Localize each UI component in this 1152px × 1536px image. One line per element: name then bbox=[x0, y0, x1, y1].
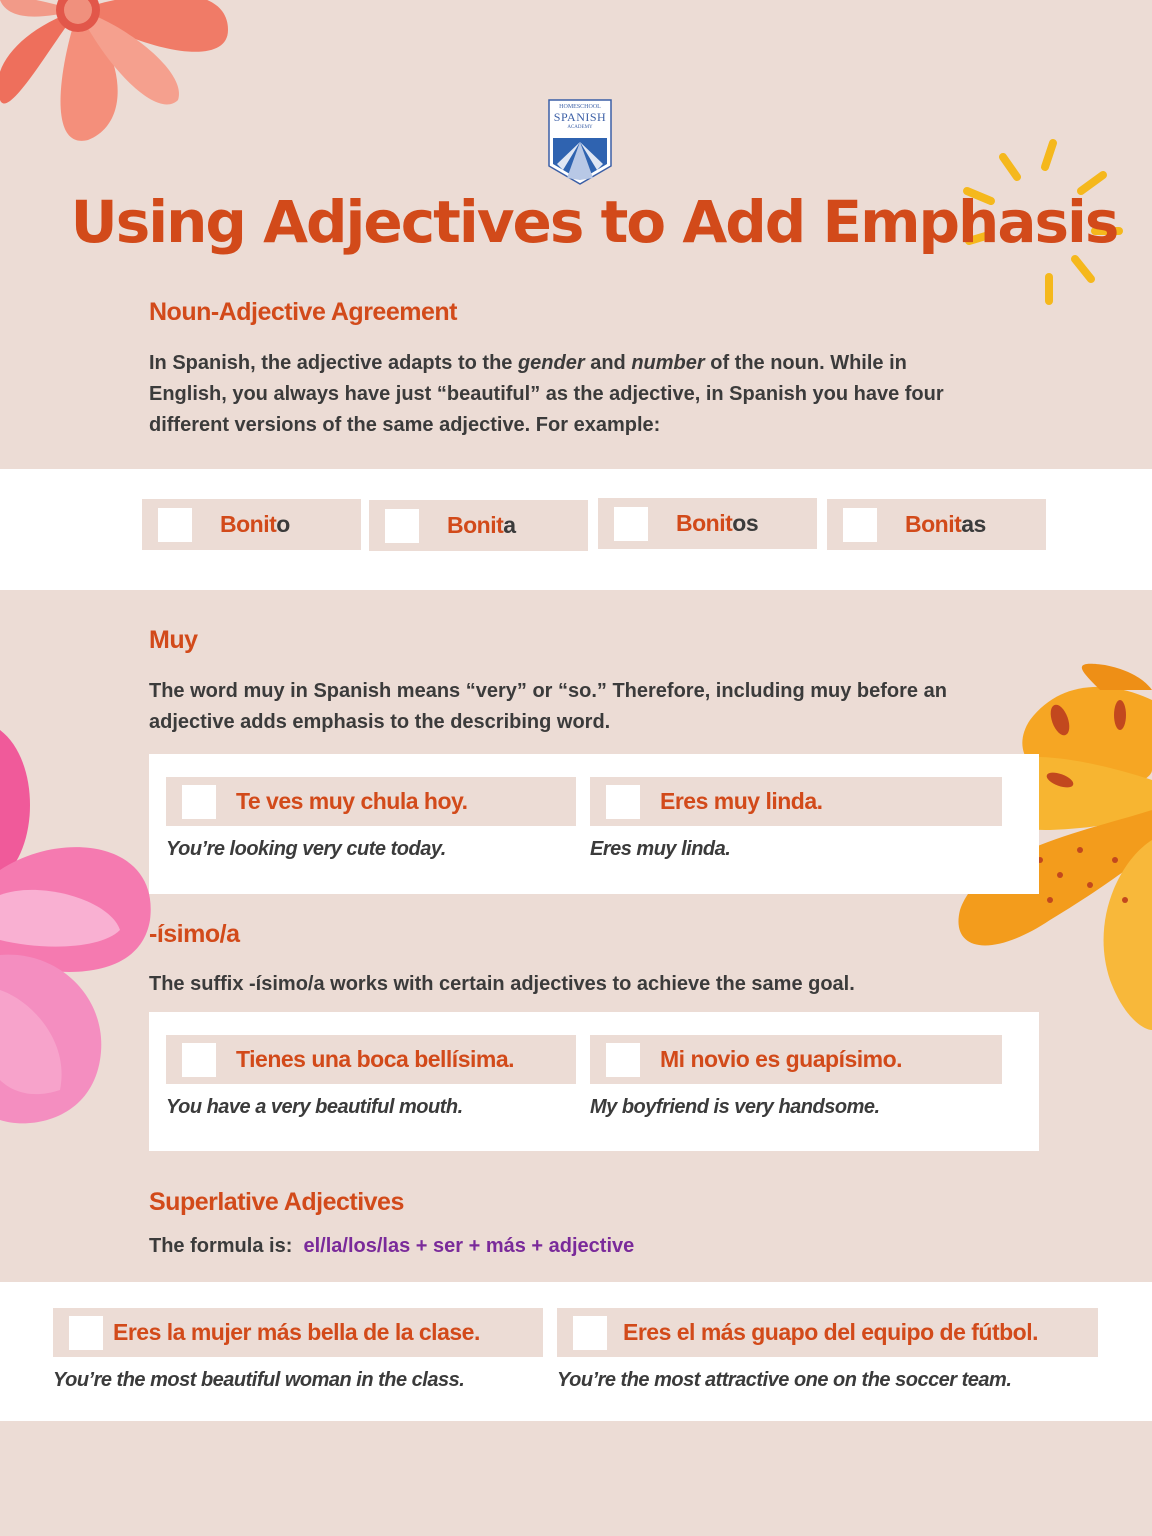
emphasis-text: number bbox=[631, 352, 705, 374]
paragraph-text: and bbox=[584, 352, 632, 374]
adjective-stem: Bonit bbox=[676, 510, 733, 536]
example-translation: You have a very beautiful mouth. bbox=[166, 1096, 463, 1118]
example-chip bbox=[590, 777, 1002, 826]
adjective-stem: Bonit bbox=[447, 512, 504, 538]
example-spanish: Eres la mujer más bella de la clase. bbox=[113, 1319, 480, 1345]
academy-logo bbox=[547, 98, 613, 186]
adjective-ending: os bbox=[732, 510, 759, 536]
example-spanish: Te ves muy chula hoy. bbox=[236, 788, 468, 814]
formula-line bbox=[149, 1231, 634, 1262]
logo-line-1: HOMESCHOOL bbox=[559, 104, 601, 110]
checkbox-icon[interactable] bbox=[182, 785, 216, 819]
adjective-chip bbox=[827, 499, 1046, 550]
checkbox-icon[interactable] bbox=[573, 1316, 607, 1350]
logo-line-2: SPANISH bbox=[553, 110, 607, 124]
example-spanish: Eres el más guapo del equipo de fútbol. bbox=[623, 1319, 1039, 1345]
checkbox-icon[interactable] bbox=[182, 1043, 216, 1077]
section-paragraph-muy: The word muy in Spanish means “very” or “so.” Therefore, including muy before an adjective adds emphasis to the describing word. bbox=[149, 680, 947, 733]
section-heading-muy: Muy bbox=[149, 626, 198, 654]
section-paragraph-agreement bbox=[149, 348, 979, 441]
adjective-chip bbox=[142, 499, 361, 550]
example-translation: You’re the most attractive one on the soccer team. bbox=[557, 1369, 1012, 1391]
checkbox-icon[interactable] bbox=[158, 508, 192, 542]
adjective-chip bbox=[369, 500, 588, 551]
section-paragraph-isimo: The suffix -ísimo/a works with certain adjectives to achieve the same goal. bbox=[149, 973, 855, 995]
example-translation: You’re looking very cute today. bbox=[166, 838, 446, 860]
example-translation: Eres muy linda. bbox=[590, 838, 731, 860]
example-spanish: Eres muy linda. bbox=[660, 788, 823, 814]
example-chip bbox=[557, 1308, 1098, 1357]
paragraph-text: of the noun. While in English, you always have just “beautiful” as the adjective, in Spanish you have four different versions of the same adjective. For example: bbox=[149, 352, 944, 436]
example-chip bbox=[166, 1035, 576, 1084]
adjective-ending: a bbox=[503, 512, 516, 538]
checkbox-icon[interactable] bbox=[606, 785, 640, 819]
checkbox-icon[interactable] bbox=[385, 509, 419, 543]
adjective-stem: Bonit bbox=[220, 511, 277, 537]
checkbox-icon[interactable] bbox=[69, 1316, 103, 1350]
adjective-stem: Bonit bbox=[905, 511, 962, 537]
red-flower-icon bbox=[0, 0, 240, 150]
emphasis-text: gender bbox=[517, 352, 585, 374]
paragraph-text: In Spanish, the adjective adapts to the bbox=[149, 352, 518, 374]
example-chip bbox=[166, 777, 576, 826]
adjective-ending: as bbox=[961, 511, 986, 537]
adjective-chip bbox=[598, 498, 817, 549]
example-spanish: Mi novio es guapísimo. bbox=[660, 1046, 903, 1072]
pink-flower-icon bbox=[0, 720, 160, 1130]
checkbox-icon[interactable] bbox=[614, 507, 648, 541]
section-heading-agreement: Noun-Adjective Agreement bbox=[149, 298, 457, 326]
checkbox-icon[interactable] bbox=[606, 1043, 640, 1077]
example-translation: You’re the most beautiful woman in the class. bbox=[53, 1369, 465, 1391]
page-title: Using Adjectives to Add Emphasis bbox=[70, 188, 1118, 256]
checkbox-icon[interactable] bbox=[843, 508, 877, 542]
formula-label: The formula is: bbox=[149, 1235, 293, 1257]
section-heading-isimo: -ísimo/a bbox=[149, 920, 240, 948]
example-chip bbox=[590, 1035, 1002, 1084]
adjective-ending: o bbox=[276, 511, 290, 537]
example-spanish: Tienes una boca bellísima. bbox=[236, 1046, 515, 1072]
section-heading-superlative: Superlative Adjectives bbox=[149, 1188, 404, 1216]
logo-line-3: ACADEMY bbox=[567, 125, 593, 130]
example-chip bbox=[53, 1308, 543, 1357]
formula-text: el/la/los/las + ser + más + adjective bbox=[303, 1235, 635, 1257]
example-translation: My boyfriend is very handsome. bbox=[590, 1096, 880, 1118]
